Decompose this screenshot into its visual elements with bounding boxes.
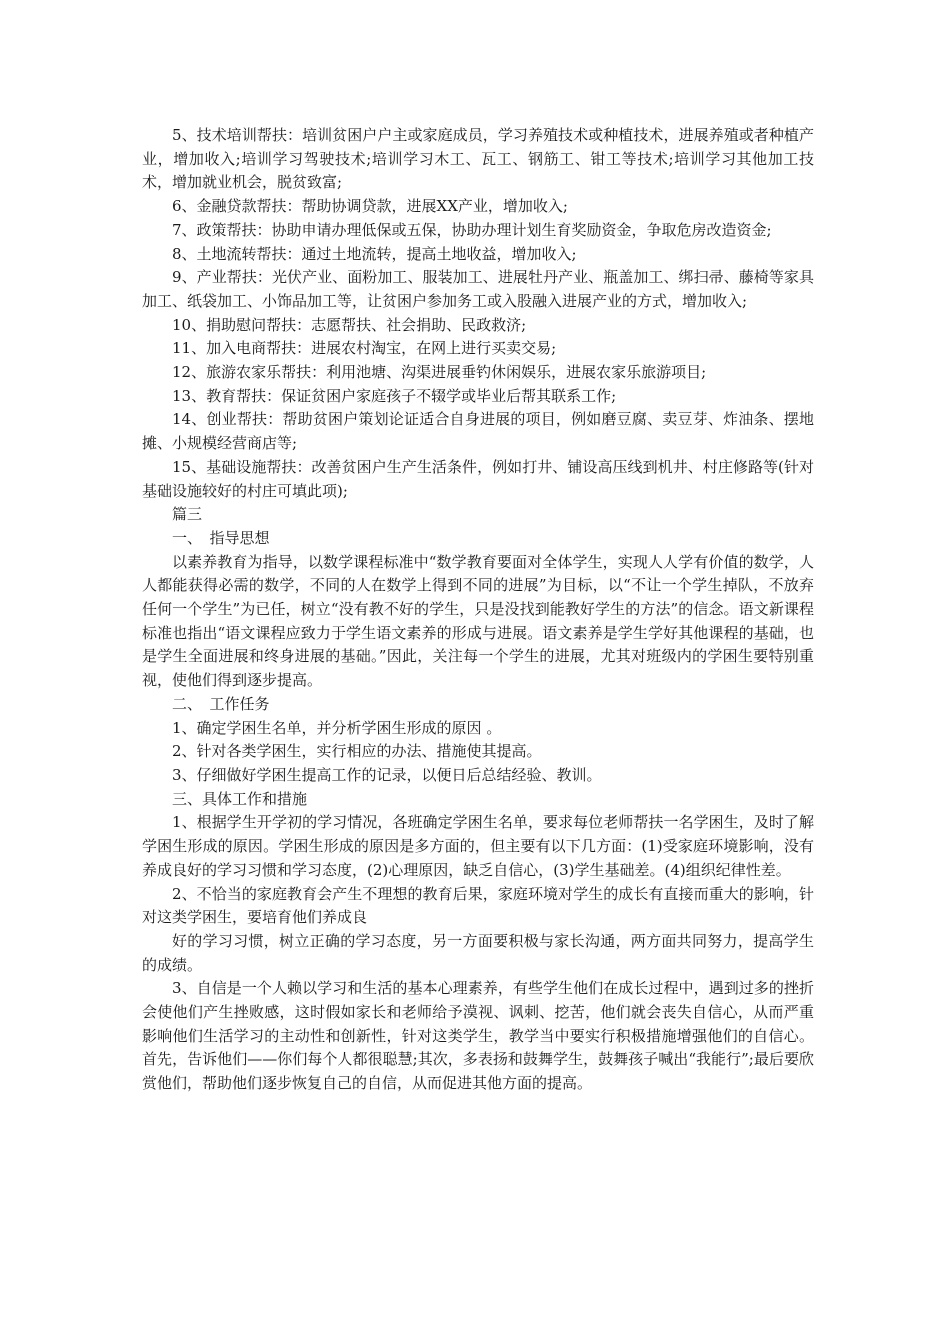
measure-item-2a: 2、不恰当的家庭教育会产生不理想的教育后果，家庭环境对学生的成长有直接而重大的影响，针对这类学困生，要培育他们养成良 [142,884,814,927]
measure-item-2b: 好的学习习惯，树立正确的学习态度，另一方面要积极与家长沟通，两方面共同努力，提高学生的成绩。 [142,931,814,974]
heading-work-tasks: 二、 工作任务 [172,694,270,713]
paragraph-item-9: 9、产业帮扶：光伏产业、面粉加工、服装加工、进展牡丹产业、瓶盖加工、绑扫帚、藤椅等家具加工、纸袋加工、小饰品加工等，让贫困户参加务工或入股融入进展产业的方式，增加收入; [142,268,814,310]
measure-item-1: 1、根据学生开学初的学习情况，各班确定学困生名单，要求每位老师帮扶一名学困生，及时了解学困生形成的原因。学困生形成的原因是多方面的，但主要有以下几方面：(1)受家庭环境影响，没有养成良好的学习习惯和学习态度，(2)心理原因，缺乏自信心，(3)学生基础差。(4)组织纪律性差。 [142,813,814,879]
paragraph-item-11: 11、加入电商帮扶：进展农村淘宝，在网上进行买卖交易; [172,339,557,358]
paragraph-item-13: 13、教育帮扶：保证贫困户家庭孩子不辍学或毕业后帮其联系工作; [172,386,617,405]
paragraph-item-12: 12、旅游农家乐帮扶：利用池塘、沟渠进展垂钓休闲娱乐，进展农家乐旅游项目; [172,363,707,382]
paragraph-item-14: 14、创业帮扶：帮助贫困户策划论证适合自身进展的项目，例如磨豆腐、卖豆芽、炸油条、摆地摊、小规模经营商店等; [142,410,814,453]
paragraph-item-15: 15、基础设施帮扶：改善贫困户生产生活条件，例如打井、铺设高压线到机井、村庄修路等(针对基础设施较好的村庄可填此项); [142,457,814,500]
measure-item-3: 3、自信是一个人赖以学习和生活的基本心理素养，有些学生他们在成长过程中，遇到过多的挫折会使他们产生挫败感，这时假如家长和老师给予漠视、讽刺、挖苦，他们就会丧失自信心，从而严重影响他们生活学习的主动性和创新性，针对这类学生，教学当中要实行积极措施增强他们的自信心。首先，告诉他们——你们每个人都很聪慧;其次，多表扬和鼓舞学生，鼓舞孩子喊出“我能行”;最后要欣赏他们，帮助他们逐步恢复自己的自信，从而促进其他方面的提高。 [142,979,814,1093]
section-heading-part3: 篇三 [172,505,203,524]
heading-measures: 三、具体工作和措施 [172,789,308,808]
task-item-3: 3、仔细做好学困生提高工作的记录，以便日后总结经验、教训。 [172,765,602,784]
paragraph-item-7: 7、政策帮扶：协助申请办理低保或五保，协助办理计划生育奖励资金，争取危房改造资金; [172,220,772,239]
paragraph-guiding-ideology: 以素养教育为指导，以数学课程标准中“数学教育要面对全体学生，实现人人学有价值的数学，人人都能获得必需的数学，不同的人在数学上得到不同的进展”为目标，以“不让一个学生掉队，不放弃任何一个学生”为已任，树立“没有教不好的学生，只是没找到能教好学生的方法”的信念。语文新课程标准也指出“语文课程应致力于学生语文素养的形成与进展。语文素养是学生学好其他课程的基础，也是学生全面进展和终身进展的基础。”因此，关注每一个学生的进展，尤其对班级内的学困生要特别重视，使他们得到逐步提高。 [142,552,814,690]
heading-guiding-ideology: 一、 指导思想 [172,528,270,547]
task-item-2: 2、针对各类学困生，实行相应的办法、措施使其提高。 [172,742,542,761]
paragraph-item-5: 5、技术培训帮扶：培训贫困户户主或家庭成员，学习养殖技术或种植技术，进展养殖或者种植产业，增加收入;培训学习驾驶技术;培训学习木工、瓦工、钢筋工、钳工等技术;培训学习其他加工技术，增加就业机会，脱贫致富; [142,126,814,192]
task-item-1: 1、确定学困生名单，并分析学困生形成的原因 。 [172,718,502,737]
paragraph-item-10: 10、捐助慰问帮扶：志愿帮扶、社会捐助、民政救济; [172,315,527,334]
paragraph-item-6: 6、金融贷款帮扶：帮助协调贷款，进展XX产业，增加收入; [172,197,568,216]
paragraph-item-8: 8、土地流转帮扶：通过土地流转，提高土地收益，增加收入; [172,244,577,263]
